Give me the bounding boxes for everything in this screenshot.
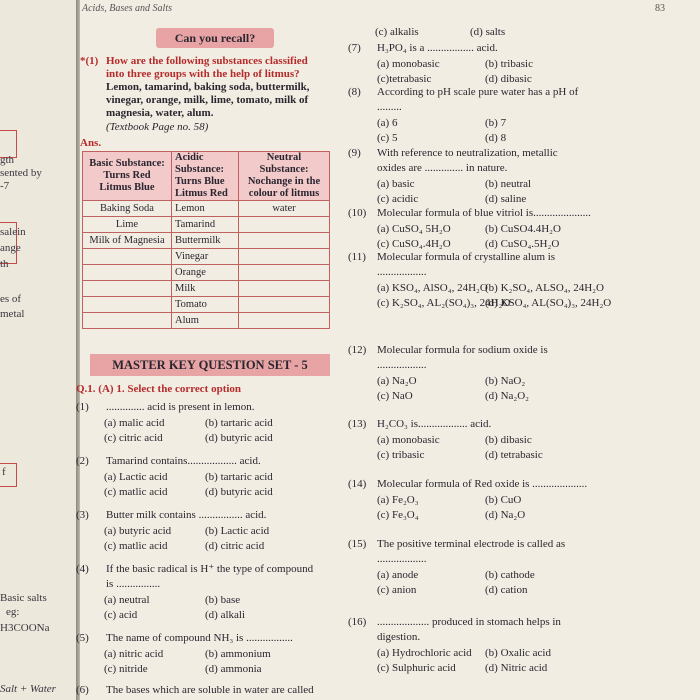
table-row: Orange [83,265,330,281]
question-number: (15) [348,538,367,550]
option: (d) ammonia [205,663,262,675]
option: (b) cathode [485,569,535,581]
table-row: Milk [83,281,330,297]
option: (b) K₂SO₄, ALSO₄, 24H₂O [485,282,604,294]
question-stem-continued: digestion. [377,631,421,643]
question-stem: If the basic radical is H⁺ the type of compound [106,563,314,575]
option: (d) Na₂O [485,509,526,521]
question-number: (16) [348,616,367,628]
running-head: Acids, Bases and Salts [82,3,172,14]
can-you-recall-heading: Can you recall? [156,28,274,48]
question-stem-continued: oxides are .............. in nature. [377,162,508,174]
question-number: (9) [348,147,361,159]
option: (c) acid [104,609,138,621]
question-marker: *(1) [80,55,99,67]
option: (d) 8 [485,132,507,144]
prev-fragment: ange [0,242,21,254]
option: (b) neutral [485,178,532,190]
litmus-classification-table [82,151,330,329]
question-stem: With reference to neutralization, metallic [377,147,558,159]
table-row: Baking Soda Lemon water [83,201,330,217]
table-row: Alum [83,313,330,329]
question-stem-continued: ......... [377,101,402,113]
option: (a) butyric acid [104,525,172,537]
prev-fragment: salein [0,226,26,238]
table-header-row [83,152,330,201]
question-number: (1) [76,401,89,413]
prev-fragment: sented by [0,167,42,179]
option: (d) butyric acid [205,486,273,498]
question-number: (2) [76,455,89,467]
header-neutral: Neutral Substance: Nochange in the colour of litmus [239,152,330,201]
option: (c) CuSO₄.4H₂O [377,238,451,250]
option: (b) tartaric acid [205,471,273,483]
option: (b) ammonium [205,648,271,660]
question-stem: ................... produced in stomach helps in [377,616,561,628]
option: (d) KSO₄, AL(SO₄)₃, 24H₂O [485,297,612,309]
prev-fragment: -7 [0,180,10,192]
page-number: 83 [655,3,665,14]
option: (c) tribasic [377,449,425,461]
option: (a) basic [377,178,415,190]
question-number: (14) [348,478,367,490]
question-stem: .............. acid is present in lemon. [106,401,255,413]
option: (a) anode [377,569,419,581]
option: (d) cation [485,584,528,596]
question-number: (3) [76,509,89,521]
option: (a) nitric acid [104,648,164,660]
question-stem: H₂CO₃ is.................. acid. [377,418,492,430]
question-stem: Butter milk contains ................ acid. [106,509,267,521]
option: (a) Fe₂O₃ [377,494,419,506]
option: (a) monobasic [377,434,440,446]
option: (b) CuO [485,494,522,506]
question-number: (10) [348,207,367,219]
prev-fragment: H3COONa [0,622,50,634]
option: (a) 6 [377,117,398,129]
option: (d) Nitric acid [485,662,548,674]
option: (a) Na₂O [377,375,417,387]
answer-label: Ans. [80,137,102,149]
option: (d) citric acid [205,540,265,552]
recall-question-line: vinegar, orange, milk, lime, tomato, milk of [106,94,309,106]
option: (d) tetrabasic [485,449,543,461]
option: (c) matlic acid [104,486,168,498]
option: (d) salts [470,26,506,38]
option: (c) NaO [377,390,413,402]
option: (c) acidic [377,193,419,205]
option: (c) Sulphuric acid [377,662,456,674]
question-number: (8) [348,86,361,98]
question-stem: The name of compound NH₃ is ................. [106,632,293,644]
question-stem: Molecular formula of crystalline alum is [377,251,556,263]
option: (a) KSO₄, AlSO₄, 24H₂O [377,282,488,294]
recall-question-line: How are the following substances classified [106,55,308,67]
option: (c) 5 [377,132,398,144]
question-stem-continued: .................. [377,553,427,565]
question-number: (13) [348,418,367,430]
question-stem-continued: .................. [377,359,427,371]
prev-fragment: Basic salts [0,592,47,604]
option: (b) 7 [485,117,507,129]
option: (a) Hydrochloric acid [377,647,472,659]
option: (b) dibasic [485,434,532,446]
option: (d) dibasic [485,73,532,85]
question-stem: According to pH scale pure water has a pH of [377,86,579,98]
recall-question-line: magnesia, water, alum. [106,107,214,119]
option: (a) monobasic [377,58,440,70]
option: (c) K₂SO₄, AL₂(SO₄)₃, 24H₂O [377,297,511,309]
page [76,0,700,700]
prev-fragment: f [2,466,6,478]
question-number: (7) [348,42,361,54]
table-row: Vinegar [83,249,330,265]
prev-fragment: eg: [6,606,20,618]
option: (d) saline [485,193,527,205]
header-basic: Basic Substance: Turns Red Litmus Blue [83,152,172,201]
header-acidic: Acidic Substance: Turns Blue Litmus Red [172,152,239,201]
option: (d) alkali [205,609,246,621]
option: (c)tetrabasic [377,73,432,85]
question-stem: The positive terminal electrode is called as [377,538,566,550]
option: (d) butyric acid [205,432,273,444]
option: (b) tribasic [485,58,533,70]
option: (b) Lactic acid [205,525,270,537]
prev-fragment: th [0,258,9,270]
option: (c) nitride [104,663,148,675]
question-stem: Molecular formula of Red oxide is .................... [377,478,588,490]
previous-page-edge [0,0,78,700]
textbook-reference: (Textbook Page no. 58) [106,121,209,133]
recall-question-line: Lemon, tamarind, baking soda, buttermilk, [106,81,310,93]
option: (c) alkalis [375,26,419,38]
recall-question-line: into three groups with the help of litmus? [106,68,300,80]
prev-fragment: gth [0,154,15,166]
option: (d) CuSO₄.5H₂O [485,238,560,250]
question-stem-continued: .................. [377,266,427,278]
prev-fragment: es of [0,293,22,305]
question-number: (4) [76,563,89,575]
question-stem: Tamarind contains.................. acid. [106,455,261,467]
option: (a) Lactic acid [104,471,168,483]
table-row: Lime Tamarind [83,217,330,233]
question-number: (6) [76,684,89,696]
question-stem: Molecular formula of blue vitriol is..................... [377,207,591,219]
table-row: Tomato [83,297,330,313]
option: (b) base [205,594,241,606]
question-number: (11) [348,251,366,263]
question-number: (5) [76,632,89,644]
option: (b) Oxalic acid [485,647,551,659]
question-stem: Molecular formula for sodium oxide is [377,344,548,356]
option: (c) matlic acid [104,540,168,552]
table-row: Milk of Magnesia Buttermilk [83,233,330,249]
question-stem: The bases which are soluble in water are called [106,684,314,696]
prev-fragment: Salt + Water [0,683,56,695]
option: (b) CuSO4.4H₂O [485,223,561,235]
option: (a) neutral [104,594,150,606]
option: (a) malic acid [104,417,165,429]
option: (c) anion [377,584,417,596]
prev-fragment: metal [0,308,25,320]
option: (b) NaO₂ [485,375,526,387]
question-stem-continued: is ................ [106,578,161,590]
question-stem: H₃PO₄ is a ................. acid. [377,42,498,54]
option: (d) Na₂O₂ [485,390,530,402]
question-number: (12) [348,344,367,356]
master-key-heading: MASTER KEY QUESTION SET - 5 [90,354,330,376]
option: (c) citric acid [104,432,163,444]
option: (a) CuSO₄ 5H₂O [377,223,451,235]
q1-heading: Q.1. (A) 1. Select the correct option [76,383,242,395]
option: (c) Fe₃O₄ [377,509,419,521]
option: (b) tartaric acid [205,417,273,429]
